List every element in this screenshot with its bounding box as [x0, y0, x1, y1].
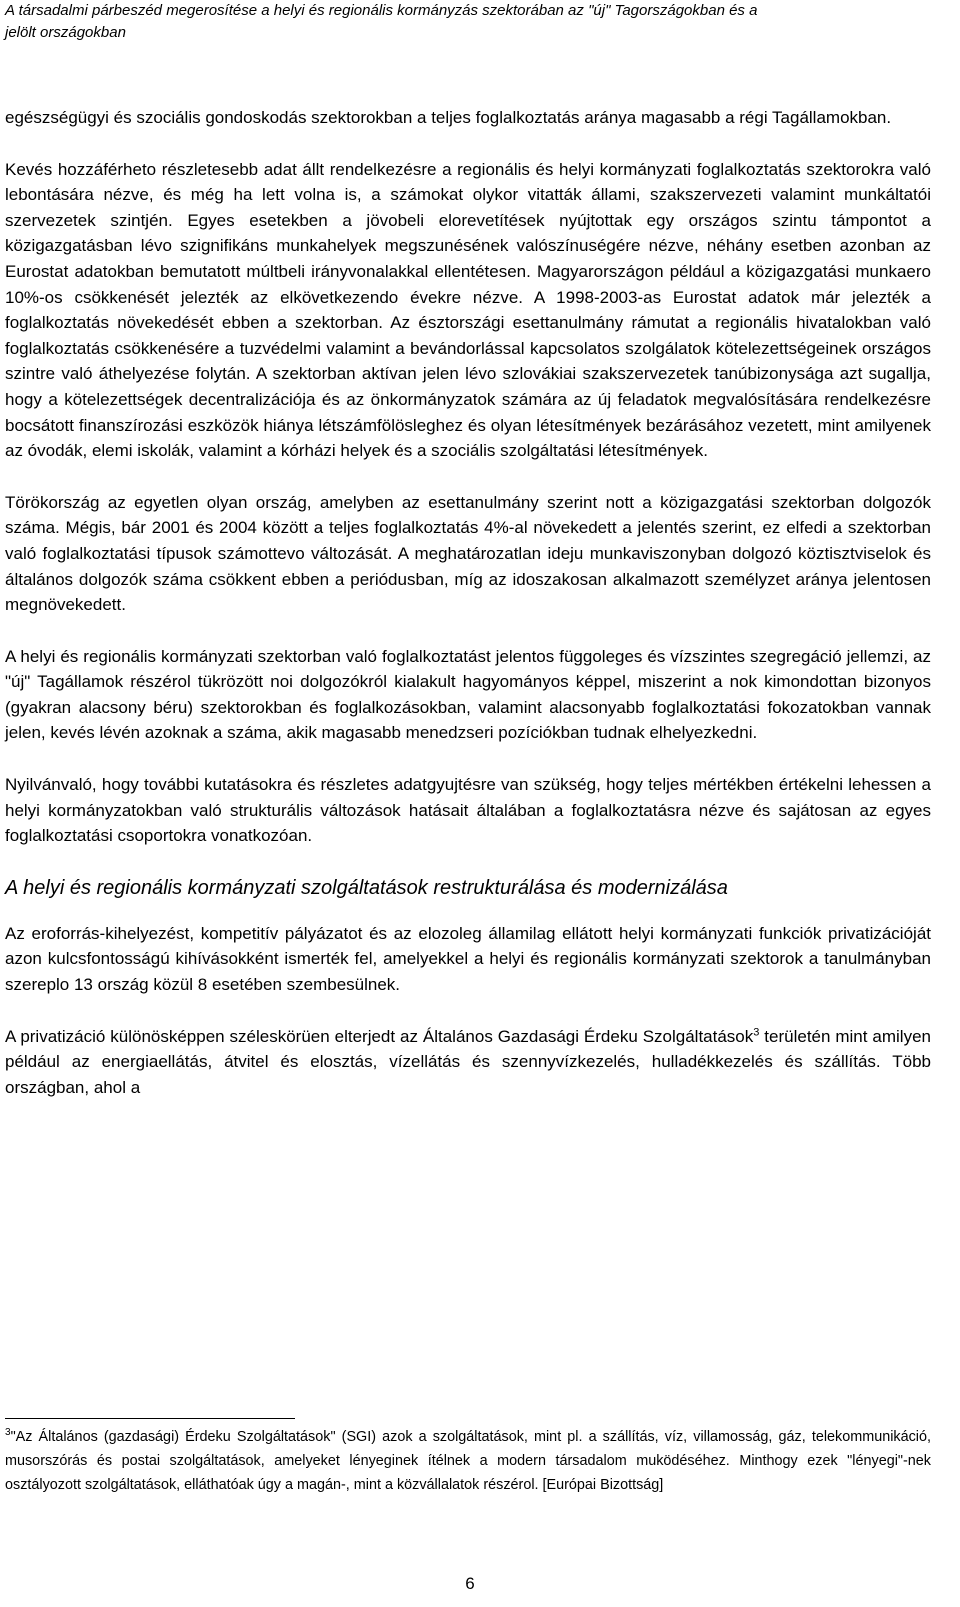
paragraph-2: Kevés hozzáférheto részletesebb adat állt rendelkezésre a regionális és helyi kormányzati foglalkoztatás szektorokra való lebontására nézve, és még ha lett volna is, a számokat olykor vitatták állami, szakszervezeti valamint munkáltatói szervezetek szintjén. Egyes esetekben a jövobeli elorevetítések nyújtottak egy országos szintu támpontot a közigazgatásban lévo szignifikáns munkahelyek megszunésének valószínuségére nézve, néhány esetben azonban az Eurostat adatokban bemutatott múltbeli irányvonalakkal ellentétesen. Magyarországon például a közigazgatási munkaero 10%-os csökkenését jelezték az elkövetkezendo évekre nézve. A 1998-2003-as Eurostat adatok már jelezték a foglalkoztatás növekedését ebben a szektorban. Az észtországi esettanulmány rámutat a regionális hivatalokban való foglalkoztatás csökkenésére a tuzvédelmi valamint a bevándorlással kapcsolatos szolgálatok kötelezettségeinek országos szintre való áthelyezése folytán. A szektorban aktívan jelen lévo szlovákiai szakszervezetek tanúbizonysága azt sugallja, hogy a kötelezettségek decentralizációja és az önkormányzatok számára az új feladatok megvalósítására rendelkezésre bocsátott finanszírozási eszközök hiánya létszámfölösleghez és olyan létesítmények bezárásához vezetett, mint amilyenek az óvodák, elemi iskolák, valamint a kórházi helyek és a szociális szolgáltatási létesítmények.: [5, 159, 931, 461]
paragraph-7: [5, 1024, 931, 1101]
paragraph-7-start: A privatizáció különösképpen széleskörüen elterjedt az Általános Gazdasági Érdeku Szolgáltatások: [5, 1026, 754, 1046]
body-text: [5, 105, 931, 1100]
footnote: [5, 1425, 931, 1497]
footnote-marker: 3: [5, 1427, 11, 1439]
running-header-line-1: A társadalmi párbeszéd megerosítése a helyi és regionális kormányzás szektorában az "új" Tagországokban és a: [5, 2, 758, 19]
paragraph-1: egészségügyi és szociális gondoskodás szektorokban a teljes foglalkoztatás aránya magasabb a régi Tagállamokban.: [5, 108, 892, 127]
running-header: [5, 0, 940, 44]
paragraph-7-end: területén mint amilyen például az energiaellátás, átvitel és elosztás, vízellátás és szennyvízkezelés, hulladékkezelés és szállítás. Több országban, ahol a: [5, 1026, 931, 1097]
footnote-text: "Az Általános (gazdasági) Érdeku Szolgáltatások" (SGI) azok a szolgáltatások, mint pl. a szállítás, víz, villamosság, gáz, telekommunikáció, musorszórás és postai szolgáltatások, amelyeket lényeginek ítélnek a modern társadalom muködéséhez. Minthogy ezek "lényegi"-nek osztályozott szolgáltatások, elláthatóak úgy a magán-, mint a közvállalatok részérol. [Európai Bizottság]: [5, 1429, 931, 1493]
paragraph-5: Nyilvánvaló, hogy további kutatásokra és részletes adatgyujtésre van szükség, hogy teljes mértékben értékelni lehessen a helyi kormányzatokban való strukturális változások hatásait általában a foglalkoztatásra nézve és sajátosan az egyes foglalkoztatási csoportokra vonatkozóan.: [5, 775, 931, 846]
paragraph-4: A helyi és regionális kormányzati szektorban való foglalkoztatást jelentos függoleges és vízszintes szegregáció jellemzi, az "új" Tagállamok részérol tükrözött noi dolgozókról kialakult hagyományos képpel, miszerint a nok kimondottan bizonyos (gyakran alacsony béru) szektorokban és foglalkozásokban, valamint alacsonyabb foglalkoztatási fokozatokban vannak jelen, kevés lévén azoknak a száma, akik magasabb menedzseri pozíciókban tudnak elhelyezkedni.: [5, 646, 931, 743]
paragraph-3: Törökország az egyetlen olyan ország, amelyben az esettanulmány szerint nott a közigazgatási szektorban dolgozók száma. Mégis, bár 2001 és 2004 között a teljes foglalkoztatás 4%-al növekedett a jelentés szerint, ez elfedi a szektorban való foglalkoztatási típusok számottevo változását. A meghatározatlan ideju munkaviszonyban dolgozó köztisztviselok és általános dolgozók száma csökkent ebben a periódusban, míg az idoszakosan alkalmazott személyzet aránya jelentosen megnövekedett.: [5, 492, 931, 615]
running-header-line-2: jelölt országokban: [5, 24, 126, 41]
page-number: 6: [465, 1574, 475, 1593]
footnote-reference[interactable]: 3: [753, 1025, 760, 1038]
footnote-separator: [5, 1418, 295, 1419]
paragraph-6: Az eroforrás-kihelyezést, kompetitív pályázatot és az elozoleg államilag ellátott helyi kormányzati funkciók privatizációját azon kulcsfontosságú kihívásokként ismerték fel, amelyekkel a helyi és regionális kormányzati szektorok a tanulmányban szereplo 13 ország közül 8 esetében szembesülnek.: [5, 923, 931, 995]
section-heading: A helyi és regionális kormányzati szolgáltatások restrukturálása és modernizálása: [5, 876, 728, 899]
